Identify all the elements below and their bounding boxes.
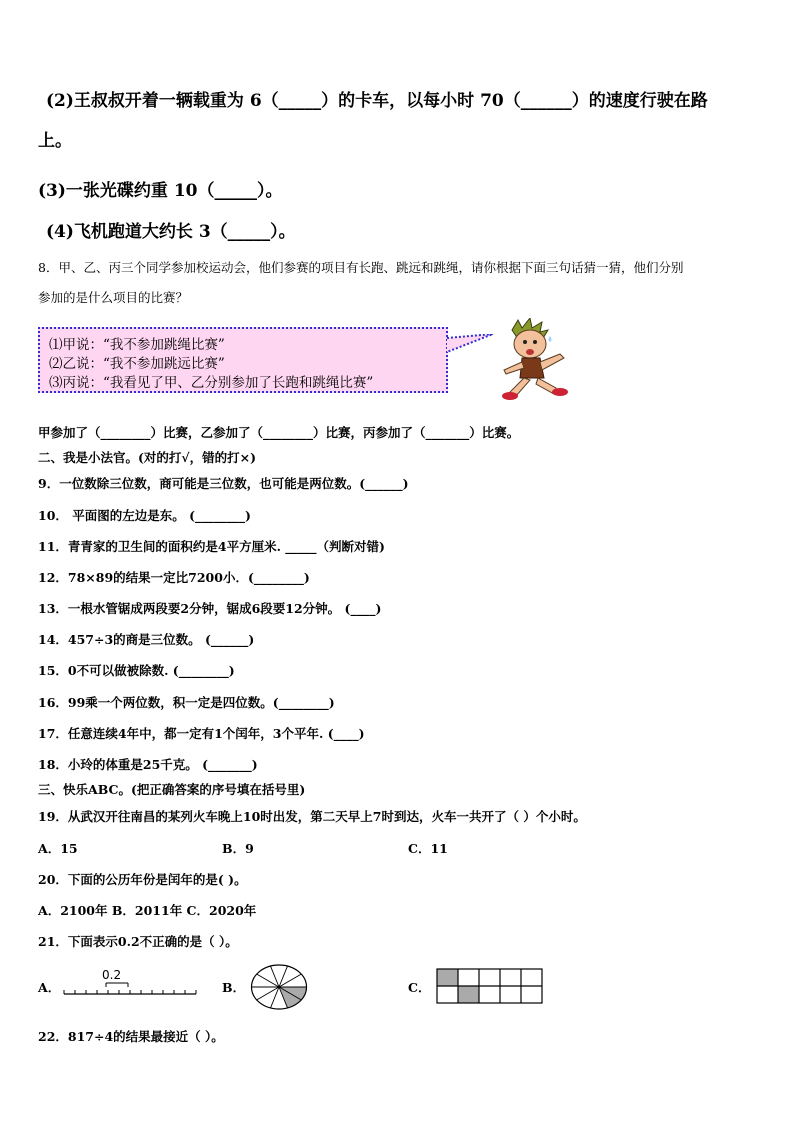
q20-text: 20．下面的公历年份是闰年的是( )。	[38, 872, 247, 887]
q16: 16．99乘一个两位数，积一定是四位数。(________)	[38, 695, 335, 710]
q21-option-a: A．	[38, 980, 61, 995]
section3-title: 三、快乐ABC。(把正确答案的序号填在括号里)	[38, 782, 306, 797]
q20-options: A．2100年 B．2011年 C．2020年	[38, 903, 257, 918]
q7-part2-line1: (2)王叔叔开着一辆载重为 6（_____）的卡车，以每小时 70（______）的速度行驶在路	[46, 91, 708, 111]
q7-part3: (3)一张光碟约重 10（_____）。	[38, 181, 283, 201]
q18: 18．小玲的体重是25千克。 (_______)	[38, 757, 258, 772]
q19-text: 19．从武汉开往南昌的某列火车晚上10时出发，第二天早上7时到达，火车一共开了（ ）个小时。	[38, 809, 586, 824]
q21-text: 21．下面表示0.2不正确的是（ ）。	[38, 934, 238, 949]
q11: 11．青青家的卫生间的面积约是4平方厘米. _____（判断对错)	[38, 539, 385, 554]
q7-part2-line2: 上。	[38, 131, 72, 151]
running-boy-illustration	[490, 318, 582, 402]
q19-option-b: B．9	[222, 841, 254, 856]
q17: 17．任意连续4年中，都一定有1个闰年，3个平年. (____)	[38, 726, 365, 741]
q8-answer-line: 甲参加了（________）比赛，乙参加了（________）比赛，丙参加了（_______）比赛。	[38, 425, 520, 440]
q7-part4: (4)飞机跑道大约长 3（_____）。	[46, 222, 296, 242]
speech-line-2: ⑵乙说：“我不参加跳远比赛”	[49, 356, 225, 372]
speech-line-3: ⑶丙说：“我看见了甲、乙分别参加了长跑和跳绳比赛”	[49, 375, 374, 391]
speech-bubble	[38, 327, 448, 393]
q12: 12．78×89的结果一定比7200小．(________)	[38, 570, 310, 585]
speech-line-1: ⑴甲说：“我不参加跳绳比赛”	[49, 337, 225, 353]
q13: 13．一根水管锯成两段要2分钟，锯成6段要12分钟。 (____)	[38, 601, 382, 616]
q9: 9．一位数除三位数，商可能是三位数，也可能是两位数。(______)	[38, 476, 409, 491]
q21-number-line	[62, 966, 202, 1000]
ruler-label: 0.2	[102, 968, 122, 982]
q21-option-c: C．	[408, 980, 431, 995]
q8-text-line2: 参加的是什么项目的比赛？	[38, 290, 189, 305]
q22-text: 22．817÷4的结果最接近（ ）。	[38, 1029, 224, 1044]
q14: 14．457÷3的商是三位数。 (______)	[38, 632, 255, 647]
q21-option-b: B．	[222, 980, 246, 995]
q19-option-a: A．15	[38, 841, 78, 856]
q21-grid	[435, 967, 545, 1007]
q21-pie-circle	[248, 962, 310, 1012]
q8-text-line1: 8．甲、乙、丙三个同学参加校运动会，他们参赛的项目有长跑、跳远和跳绳，请你根据下面三句话猜一猜，他们分别	[38, 260, 684, 275]
q10: 10． 平面图的左边是东。 (________)	[38, 508, 251, 523]
section2-title: 二、我是小法官。(对的打√，错的打×)	[38, 450, 257, 465]
q15: 15．0不可以做被除数. (________)	[38, 663, 235, 678]
q19-option-c: C．11	[408, 841, 448, 856]
